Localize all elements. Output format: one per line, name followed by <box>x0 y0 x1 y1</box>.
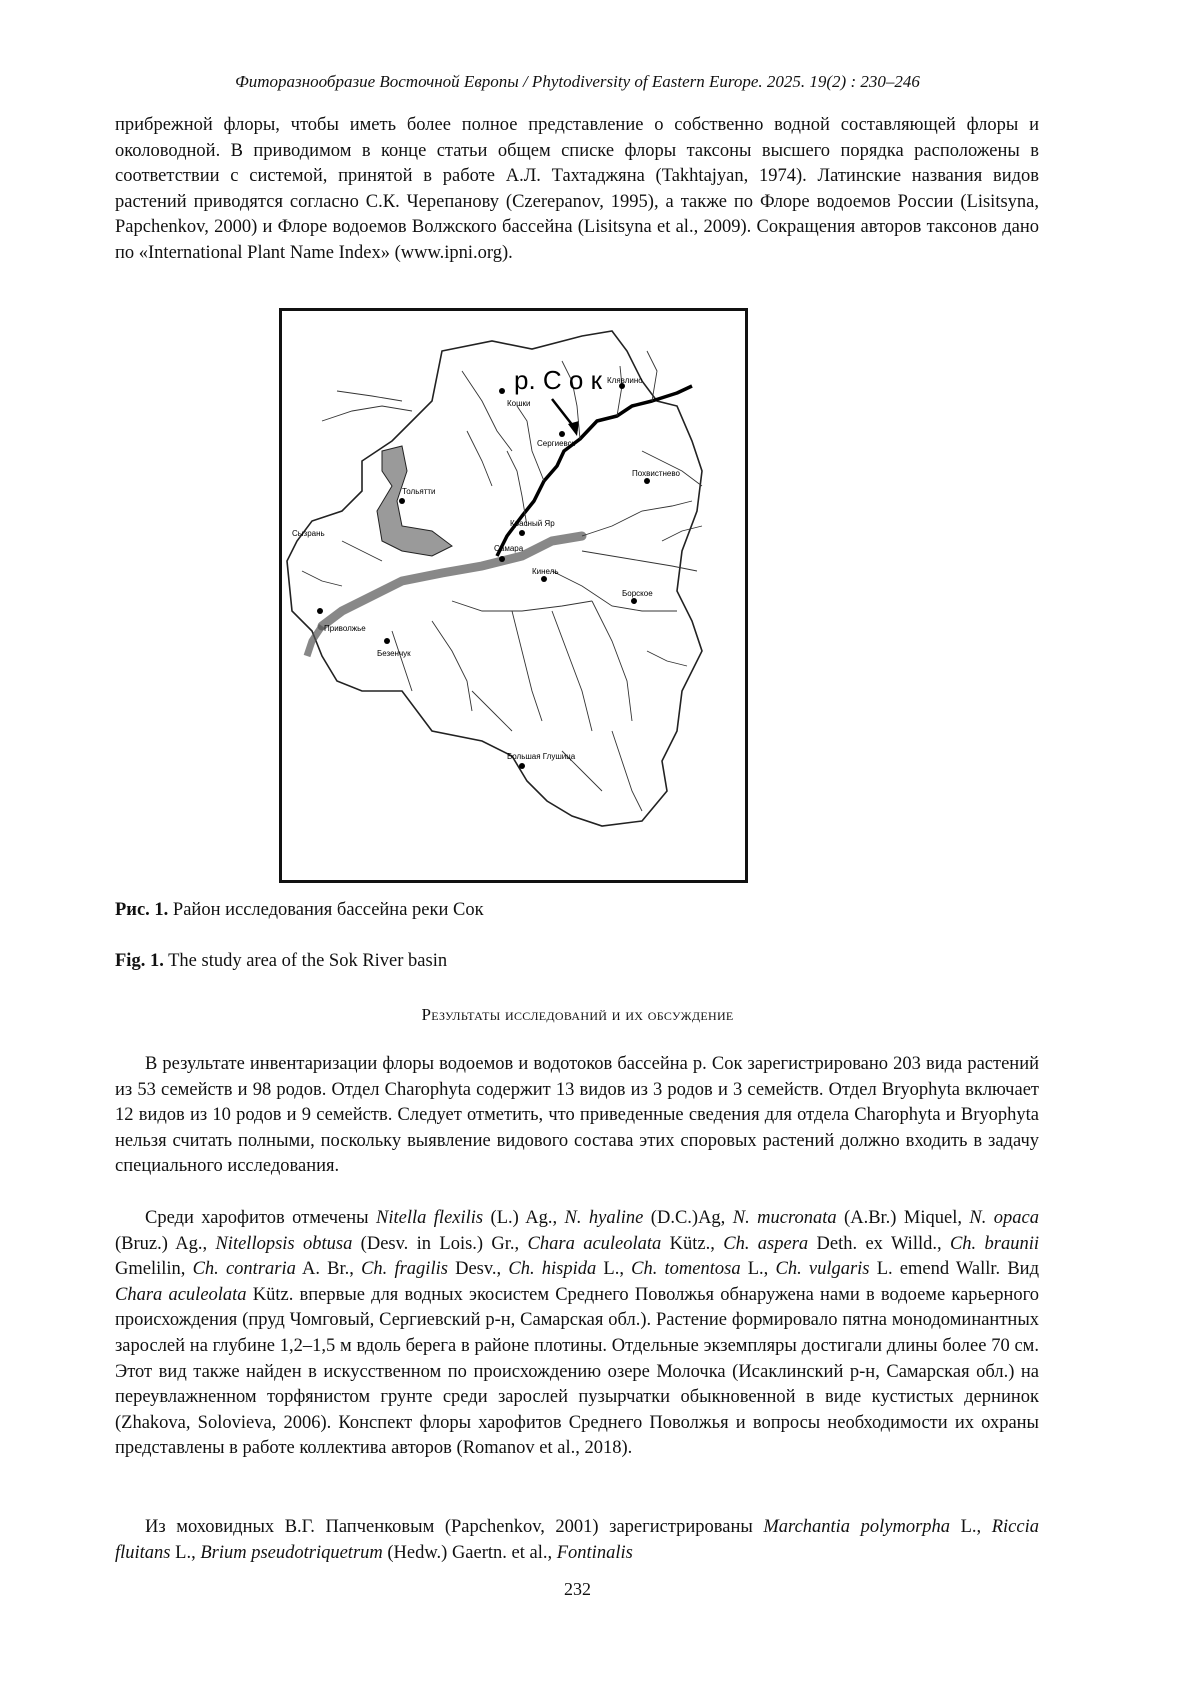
figure-caption-ru <box>115 900 484 921</box>
koshki-marker <box>499 388 505 394</box>
sergievsk-label: Сергиевск <box>537 439 576 448</box>
running-header: Фиторазнообразие Восточной Европы / Phytodiversity of Eastern Europe. 2025. 19(2) : 230–246 <box>235 72 920 91</box>
pohvistnevo-label: Похвистнево <box>632 469 680 478</box>
river-label: р. С о к <box>514 365 602 395</box>
pohvistnevo-marker <box>644 478 650 484</box>
study-area-map-figure <box>279 308 748 883</box>
samara-marker <box>499 556 505 562</box>
figure-caption-en <box>115 951 447 972</box>
kinel-marker <box>541 576 547 582</box>
bezenchuk-marker <box>384 638 390 644</box>
tolyatti-marker <box>399 498 405 504</box>
bezenchuk-label: Безенчук <box>377 649 411 658</box>
page-number: 232 <box>564 1579 591 1599</box>
borskoe-label: Борское <box>622 589 653 598</box>
glushitsa-label: Большая Глушица <box>507 752 576 761</box>
privolzhye-marker <box>317 608 323 614</box>
caption-ru-text: Район исследования бассейна реки Сок <box>168 900 484 920</box>
klyavlino-label: Клявлино <box>607 376 643 385</box>
krasny-yar-label: Красный Яр <box>510 519 555 528</box>
glushitsa-marker <box>519 763 525 769</box>
results-paragraph-1: В результате инвентаризации флоры водоемов и водотоков бассейна р. Сок зарегистрировано 203 вида растений из 53 семейств и 98 родов. Отдел Charophyta содержит 13 видов из 3 родов и 3 семейств. Отдел Bryophyta включает 12 видов из 10 родов и 9 семейств. Следует отметить, что приведенные сведения для отдела Charophyta и Bryophyta нельзя считать полными, поскольку выявление видового состава этих споровых растений должно входить в задачу специального исследования. <box>115 1054 1039 1177</box>
reservoir <box>377 446 452 556</box>
caption-en-label: Fig. 1. <box>115 951 164 971</box>
caption-en-text: The study area of the Sok River basin <box>163 951 448 971</box>
results-paragraph-2: Среди харофитов отмечены Nitella flexilis (L.) Ag., N. hyaline (D.C.)Ag, N. mucronata (A.Br.) Miquel, N. opaca (Bruz.) Ag., Nitellopsis obtusa (Desv. in Lois.) Gr., Chara aculeolata Kütz., Ch. aspera Deth. ex Willd., Ch. braunii Gmelilin, Ch. contraria A. Br., Ch. fragilis Desv., Ch. hispida L., Ch. tomentosa L., Ch. vulgaris L. emend Wallr. Вид Chara aculeolata Kütz. впервые для водных экосистем Среднего Поволжья обнаружена нами в водоеме карьерного происхождения (пруд Чомговый, Сергиевский р-н, Самарская обл.). Растение формировало пятна монодоминантных зарослей на глубине 1,2–1,5 м вдоль берега в районе плотины. Отдельные экземпляры достигали длины более 70 см. Этот вид также найден в искусственном по происхождению озере Молочка (Исаклинский р-н, Самарская обл.) на переувлажненном торфянистом грунте среди зарослей пузырчатки обыкновенной в виде кустистых дернинок (Zhakova, Solovieva, 2006). Конспект флоры харофитов Среднего Поволжья и вопросы необходимости их охраны представлены в работе коллектива авторов (Romanov et al., 2018). <box>115 1208 1040 1459</box>
syzran-label: Сызрань <box>292 529 325 538</box>
tributaries <box>302 351 702 811</box>
caption-ru-label: Рис. 1. <box>115 900 169 920</box>
intro-paragraph: прибрежной флоры, чтобы иметь более полное представление о собственно водной составляющей флоры и околоводной. В приводимом в конце статьи общем списке флоры таксоны высшего порядка расположены в соответствии с системой, принятой в работе А.Л. Тахтаджяна (Takhtajyan, 1974). Латинские названия видов растений приводятся согласно С.К. Черепанову (Czerepanov, 1995), а также по Флоре водоемов России (Lisitsyna, Papchenkov, 2000) и Флоре водоемов Волжского бассейна (Lisitsyna et al., 2009). Сокращения авторов таксонов дано по «International Plant Name Index» (www.ipni.org). <box>115 115 1039 263</box>
town-markers <box>317 383 650 769</box>
section-title: Результаты исследований и их обсуждение <box>421 1005 734 1024</box>
borskoe-marker <box>631 598 637 604</box>
krasny-yar-marker <box>519 530 525 536</box>
kinel-label: Кинель <box>532 567 559 576</box>
results-paragraph-3: Из моховидных В.Г. Папченковым (Papchenkov, 2001) зарегистрированы Marchantia polymorpha L., Riccia fluitans L., Brium pseudotriquetrum (Hedw.) Gaertn. et al., Fontinalis <box>115 1517 1039 1563</box>
sok-basin-map <box>282 311 745 880</box>
tolyatti-label: Тольятти <box>402 487 436 496</box>
samara-label: Самара <box>494 544 524 553</box>
sergievsk-marker <box>559 431 565 437</box>
privolzhye-label: Приволжье <box>324 624 366 633</box>
koshki-label: Кошки <box>507 399 531 408</box>
